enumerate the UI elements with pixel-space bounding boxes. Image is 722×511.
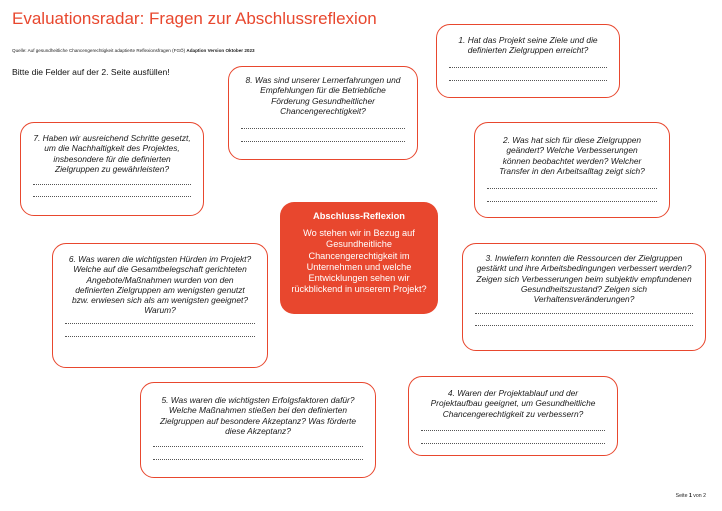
answer-line[interactable]: [475, 325, 693, 326]
answer-line[interactable]: [65, 323, 255, 324]
question-box-8: [228, 66, 418, 160]
question-2-text: 2. Was hat sich für diese Zielgruppen geändert? Welche Verbesserungen können beobachtet werden? Welcher Transfer in den Arbeitsalltag zeigt sich?: [499, 135, 645, 176]
page-title: Evaluationsradar: Fragen zur Abschlussreflexion: [12, 9, 377, 28]
question-box-7: [20, 122, 204, 216]
question-box-6: [52, 243, 268, 368]
question-4-text: 4. Waren der Projektablauf und der Projektaufbau geeignet, um Gesundheitliche Chancengerechtigkeit zu verbessern?: [430, 388, 596, 419]
answer-line[interactable]: [475, 313, 693, 314]
answer-line[interactable]: [421, 430, 605, 431]
instruction-text: Bitte die Felder auf der 2. Seite ausfüllen!: [12, 67, 170, 77]
question-7-text: 7. Haben wir ausreichend Schritte gesetzt, um die Nachhaltigkeit des Projektes, insbesondere für die definierten Zielgruppen zu gewährleisten?: [33, 133, 191, 174]
page-sep: von: [693, 493, 702, 499]
answer-line[interactable]: [153, 459, 363, 460]
question-box-1: [436, 24, 620, 98]
question-box-2: [474, 122, 670, 218]
question-box-5: [140, 382, 376, 478]
center-text: Wo stehen wir in Bezug auf Gesundheitliche Chancengerechtigkeit im Unternehmen und welche Entwicklungen sehen wir rückblickend in unserem Projekt?: [291, 228, 427, 295]
center-reflection-box: [280, 202, 438, 314]
center-title: Abschluss-Reflexion: [313, 211, 405, 221]
answer-line[interactable]: [33, 184, 191, 185]
question-3-text: 3. Inwiefern konnten die Ressourcen der Zielgruppen gestärkt und ihre Arbeitsbedingungen verbessert werden? Zeigen sich Verbesserungen beim subjektiv empfundenen Gesundheitszustand? Zeigen sich Verhaltensveränderungen?: [476, 253, 692, 305]
answer-line[interactable]: [487, 201, 657, 202]
answer-line[interactable]: [487, 188, 657, 189]
source-note: [12, 48, 255, 53]
question-5-text: 5. Was waren die wichtigsten Erfolgsfaktoren dafür? Welche Maßnahmen stießen bei den definierten Zielgruppen auf besondere Akzeptanz? Was förderte diese Akzeptanz?: [159, 395, 356, 436]
answer-line[interactable]: [241, 141, 405, 142]
answer-line[interactable]: [421, 443, 605, 444]
page-current: 1: [688, 493, 692, 499]
page-number: [676, 493, 706, 499]
answer-line[interactable]: [241, 128, 405, 129]
answer-line[interactable]: [449, 67, 607, 68]
answer-line[interactable]: [449, 80, 607, 81]
page-total: 2: [703, 493, 706, 499]
question-1-text: 1. Hat das Projekt seine Ziele und die definierten Zielgruppen erreicht?: [458, 35, 598, 56]
answer-line[interactable]: [33, 196, 191, 197]
question-8-text: 8. Was sind unserer Lernerfahrungen und Empfehlungen für die Betriebliche Förderung Gesundheitlicher Chancengerechtigkeit?: [245, 75, 401, 116]
question-6-text: 6. Was waren die wichtigsten Hürden im Projekt? Welche auf die Gesamtbelegschaft gerichteten Angebote/Maßnahmen wurden von den definierten Zielgruppen am wenigsten genutzt bzw. erwiesen sich als am wenigsten geeignet? Warum?: [68, 254, 252, 316]
source-version: Adaption Version Oktober 2023: [186, 48, 255, 53]
answer-line[interactable]: [65, 336, 255, 337]
question-box-4: [408, 376, 618, 456]
answer-line[interactable]: [153, 446, 363, 447]
source-prefix: Quelle: Auf gesundheitliche Chancengerechtigkeit adaptierte Reflexionsfragen (FGÖ): [12, 48, 186, 53]
page-prefix: Seite: [675, 493, 688, 499]
question-box-3: [462, 243, 706, 351]
